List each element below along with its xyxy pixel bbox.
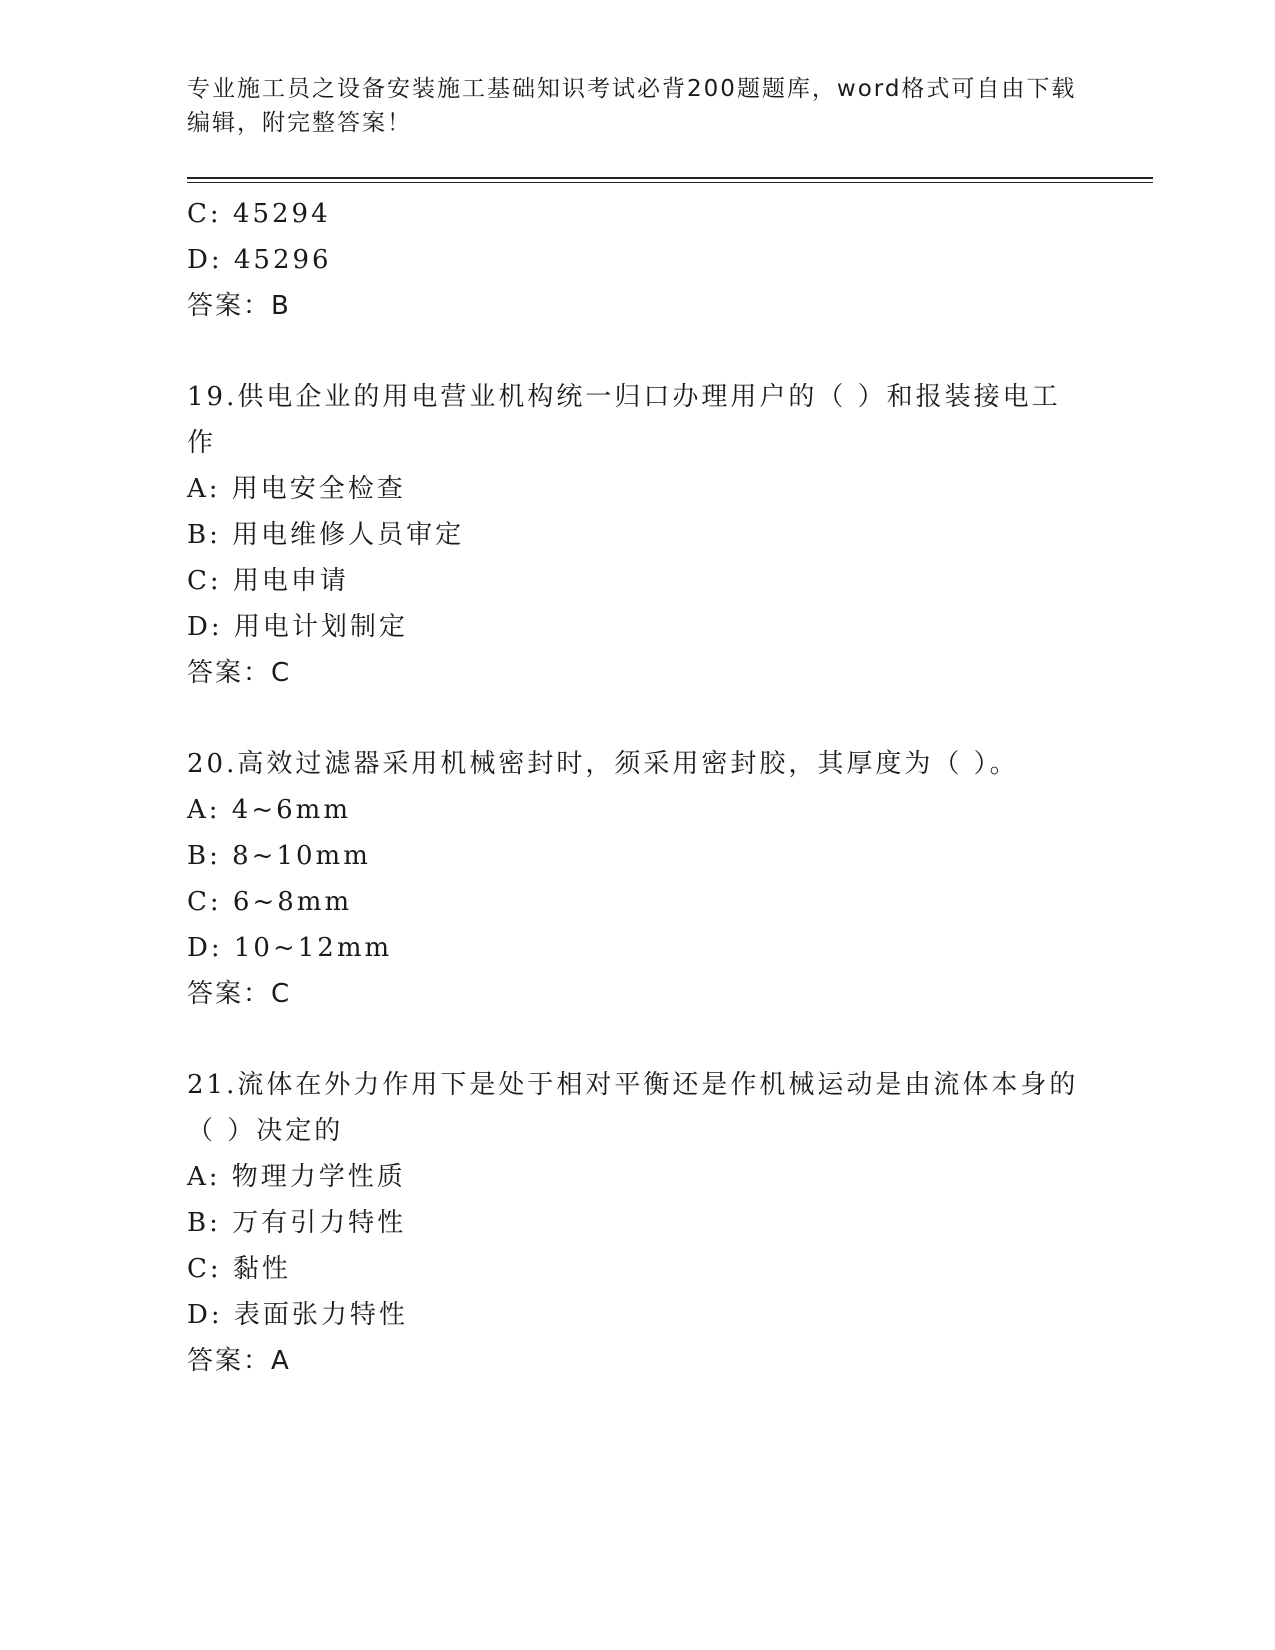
prev-option-c: C: 45294 bbox=[187, 199, 331, 229]
q19-option-a: A: 用电安全检查 bbox=[187, 474, 406, 504]
header-divider-thick bbox=[187, 177, 1153, 179]
q19-option-d: D: 用电计划制定 bbox=[187, 612, 408, 642]
document-body bbox=[187, 191, 1087, 1384]
spacer bbox=[187, 1017, 1087, 1062]
q21-text-line-1: 21.流体在外力作用下是处于相对平衡还是作机械运动是由流体本身的 bbox=[187, 1070, 1079, 1100]
q21-option-b: B: 万有引力特性 bbox=[187, 1208, 407, 1238]
q19-option-b: B: 用电维修人员审定 bbox=[187, 520, 465, 550]
q20-option-b: B: 8~10mm bbox=[187, 841, 371, 871]
header-divider-thin bbox=[187, 182, 1153, 183]
header-title-line-2: 编辑，附完整答案！ bbox=[187, 110, 412, 136]
document-header bbox=[187, 72, 1087, 140]
q21-option-a: A: 物理力学性质 bbox=[187, 1162, 406, 1192]
q19-option-c: C: 用电申请 bbox=[187, 566, 349, 596]
q20-option-d: D: 10~12mm bbox=[187, 933, 393, 963]
header-title-line-1: 专业施工员之设备安装施工基础知识考试必背200题题库，word格式可自由下载 bbox=[187, 76, 1077, 102]
q20-answer: 答案：C bbox=[187, 979, 292, 1009]
q20-option-a: A: 4~6mm bbox=[187, 795, 351, 825]
q21-answer: 答案：A bbox=[187, 1346, 291, 1376]
q20-text-line-1: 20.高效过滤器采用机械密封时，须采用密封胶，其厚度为（ ）。 bbox=[187, 749, 1019, 779]
q20-option-c: C: 6~8mm bbox=[187, 887, 353, 917]
q19-text-line-2: 作 bbox=[187, 428, 217, 458]
q21-option-d: D: 表面张力特性 bbox=[187, 1300, 408, 1330]
q21-text-line-2: （ ）决定的 bbox=[187, 1116, 344, 1146]
q21-option-c: C: 黏性 bbox=[187, 1254, 291, 1284]
spacer bbox=[187, 696, 1087, 741]
spacer bbox=[187, 329, 1087, 374]
prev-answer: 答案：B bbox=[187, 291, 291, 321]
q19-text-line-1: 19.供电企业的用电营业机构统一归口办理用户的（ ）和报装接电工 bbox=[187, 382, 1061, 412]
q19-answer: 答案：C bbox=[187, 658, 292, 688]
prev-option-d: D: 45296 bbox=[187, 245, 332, 275]
